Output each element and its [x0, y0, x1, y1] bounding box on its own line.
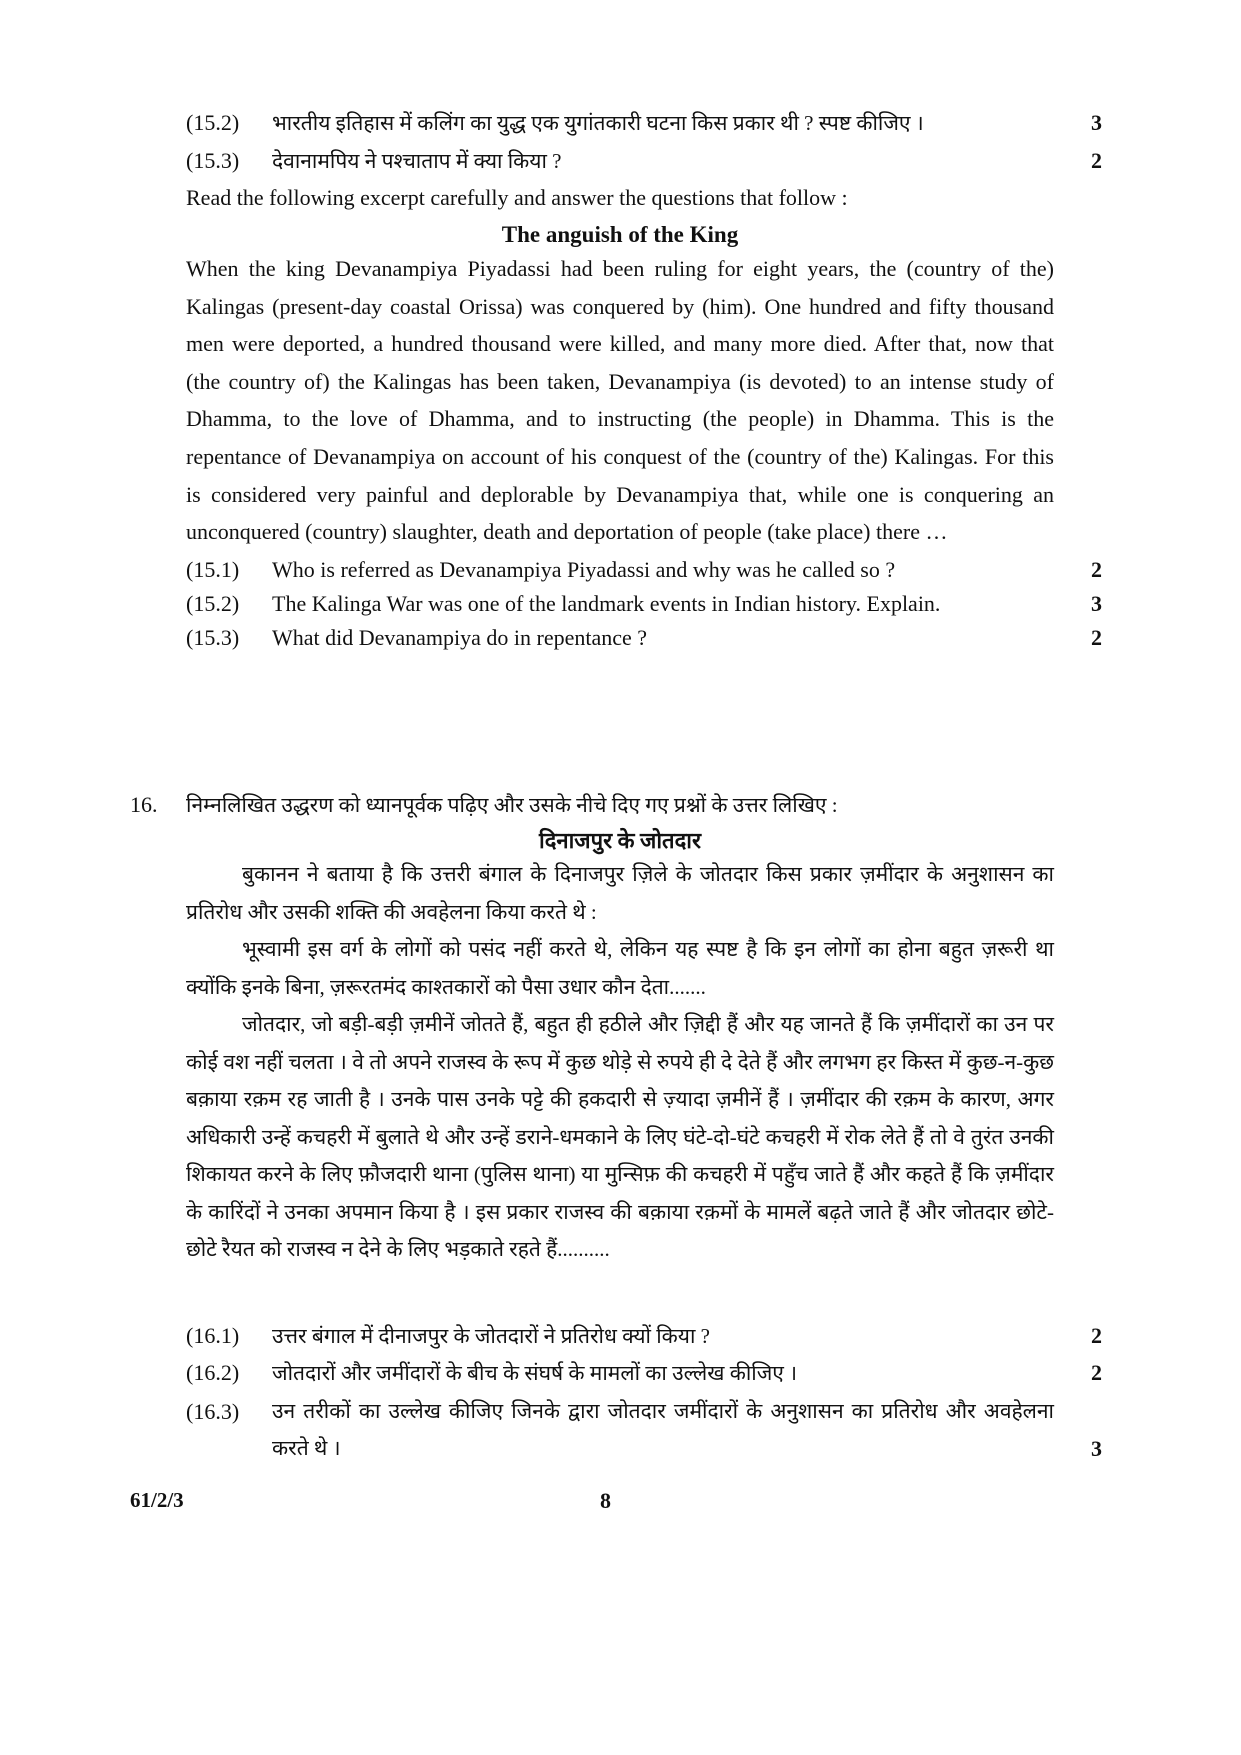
question-text: देवानामपिय ने पश्चाताप में क्या किया ? [272, 149, 562, 173]
question-text: उन तरीकों का उल्लेख कीजिए जिनके द्वारा जोतदार जमींदारों के अनुशासन का प्रतिरोध और अवहेलना करते थे । [272, 1399, 1054, 1460]
question-number: (15.3) [186, 148, 240, 173]
page-number: 8 [600, 1488, 611, 1513]
question-marks: 3 [1091, 110, 1102, 135]
q16-paragraph-2: भूस्वामी इस वर्ग के लोगों को पसंद नहीं करते थे, लेकिन यह स्पष्ट है कि इन लोगों का होना बहुत ज़रूरी था क्योंकि इनके बिना, ज़रूरतमंद काश्तकारों को पैसा उधार कौन देता....... [186, 937, 1054, 999]
question-15-3-hindi [186, 144, 1102, 178]
q15-excerpt: When the king Devanampiya Piyadassi had been ruling for eight years, the (country of the) Kalingas (present-day coastal Orissa) was conquered by (him). One hundred and fifty thousand men were deported, a hundred thousand were killed, and many more died. After that, now that (the country of) the Kalingas has been taken, Devanampiya (is devoted) to an intense study of Dhamma, to the love of Dhamma, and to instructing (the people) in Dhamma. This is the repentance of Devanampiya on account of his conquest of the (country of the) Kalingas. For this is considered very painful and deplorable by Devanampiya that, while one is conquering an unconquered (country) slaughter, death and deportation of people (take place) there … [186, 256, 1054, 545]
q16-paragraph-1: बुकानन ने बताया है कि उत्तरी बंगाल के दिनाजपुर ज़िले के जोतदार किस प्रकार ज़मींदार के अनुशासन का प्रतिरोध और उसकी शक्ति की अवहेलना किया करते थे : [186, 862, 1054, 924]
question-15-3 [186, 621, 1102, 655]
question-marks: 2 [1091, 1323, 1102, 1348]
q16-paragraph-3: जोतदार, जो बड़ी-बड़ी ज़मीनें जोतते हैं, बहुत ही हठीले और ज़िद्दी हैं और यह जानते हैं कि ज़मींदारों का उन पर कोई वश नहीं चलता । वे तो अपने राजस्व के रूप में कुछ थोड़े से रुपये ही दे देते हैं और लगभग हर किस्त में कुछ-न-कुछ बक़ाया रक़म रह जाती है । उनके पास उनके पट्टे की हकदारी से ज़्यादा ज़मीनें हैं । ज़मींदार की रक़म के कारण, अगर अधिकारी उन्हें कचहरी में बुलाते थे और उन्हें डराने-धमकाने के लिए घंटे-दो-घंटे कचहरी में रोक लेते हैं तो वे तुरंत उनकी शिकायत करने के लिए फ़ौजदारी थाना (पुलिस थाना) या मुन्सिफ़ की कचहरी में पहुँच जाते हैं और कहते हैं कि ज़मींदार के कारिंदों ने उनका अपमान किया है । इस प्रकार राजस्व की बक़ाया रक़मों के मामलें बढ़ते जाते हैं और जोतदार छोटे-छोटे रैयत को राजस्व न देने के लिए भड़काते रहते हैं.......... [186, 1012, 1054, 1261]
question-number: (15.2) [186, 591, 240, 616]
question-15-2 [186, 587, 1102, 621]
question-text: उत्तर बंगाल में दीनाजपुर के जोतदारों ने प्रतिरोध क्यों किया ? [272, 1324, 710, 1348]
question-text: What did Devanampiya do in repentance ? [272, 625, 648, 650]
question-marks: 3 [1091, 591, 1102, 616]
question-16-2 [186, 1356, 1102, 1390]
question-number: (16.2) [186, 1360, 240, 1385]
question-text: भारतीय इतिहास में कलिंग का युद्ध एक युगांतकारी घटना किस प्रकार थी ? स्पष्ट कीजिए । [272, 111, 924, 135]
question-marks: 2 [1091, 1360, 1102, 1385]
question-marks: 3 [1091, 1436, 1102, 1461]
paper-code: 61/2/3 [130, 1488, 184, 1512]
question-marks: 2 [1091, 148, 1102, 173]
q15-instruction: Read the following excerpt carefully and answer the questions that follow : [186, 185, 848, 210]
q16-instruction: निम्नलिखित उद्धरण को ध्यानपूर्वक पढ़िए और उसके नीचे दिए गए प्रश्नों के उत्तर लिखिए : [186, 793, 838, 817]
q15-excerpt-title: The anguish of the King [501, 222, 739, 247]
question-16-1 [186, 1319, 1102, 1353]
question-number: (16.1) [186, 1323, 240, 1348]
question-number: (15.3) [186, 625, 240, 650]
question-text: जोतदारों और जमींदारों के बीच के संघर्ष के मामलों का उल्लेख कीजिए । [272, 1361, 798, 1385]
question-number: (16.3) [186, 1399, 240, 1424]
question-marks: 2 [1091, 625, 1102, 650]
question-number: (15.1) [186, 557, 240, 582]
question-text: The Kalinga War was one of the landmark events in Indian history. Explain. [272, 591, 941, 616]
question-16-number: 16. [130, 792, 158, 817]
question-marks: 2 [1091, 557, 1102, 582]
question-16-3 [186, 1393, 1102, 1473]
question-number: (15.2) [186, 110, 240, 135]
question-text: Who is referred as Devanampiya Piyadassi and why was he called so ? [272, 557, 896, 582]
question-15-1 [186, 553, 1102, 587]
question-15-2-hindi [186, 106, 1102, 140]
q16-excerpt-title: दिनाजपुर के जोतदार [539, 828, 701, 853]
